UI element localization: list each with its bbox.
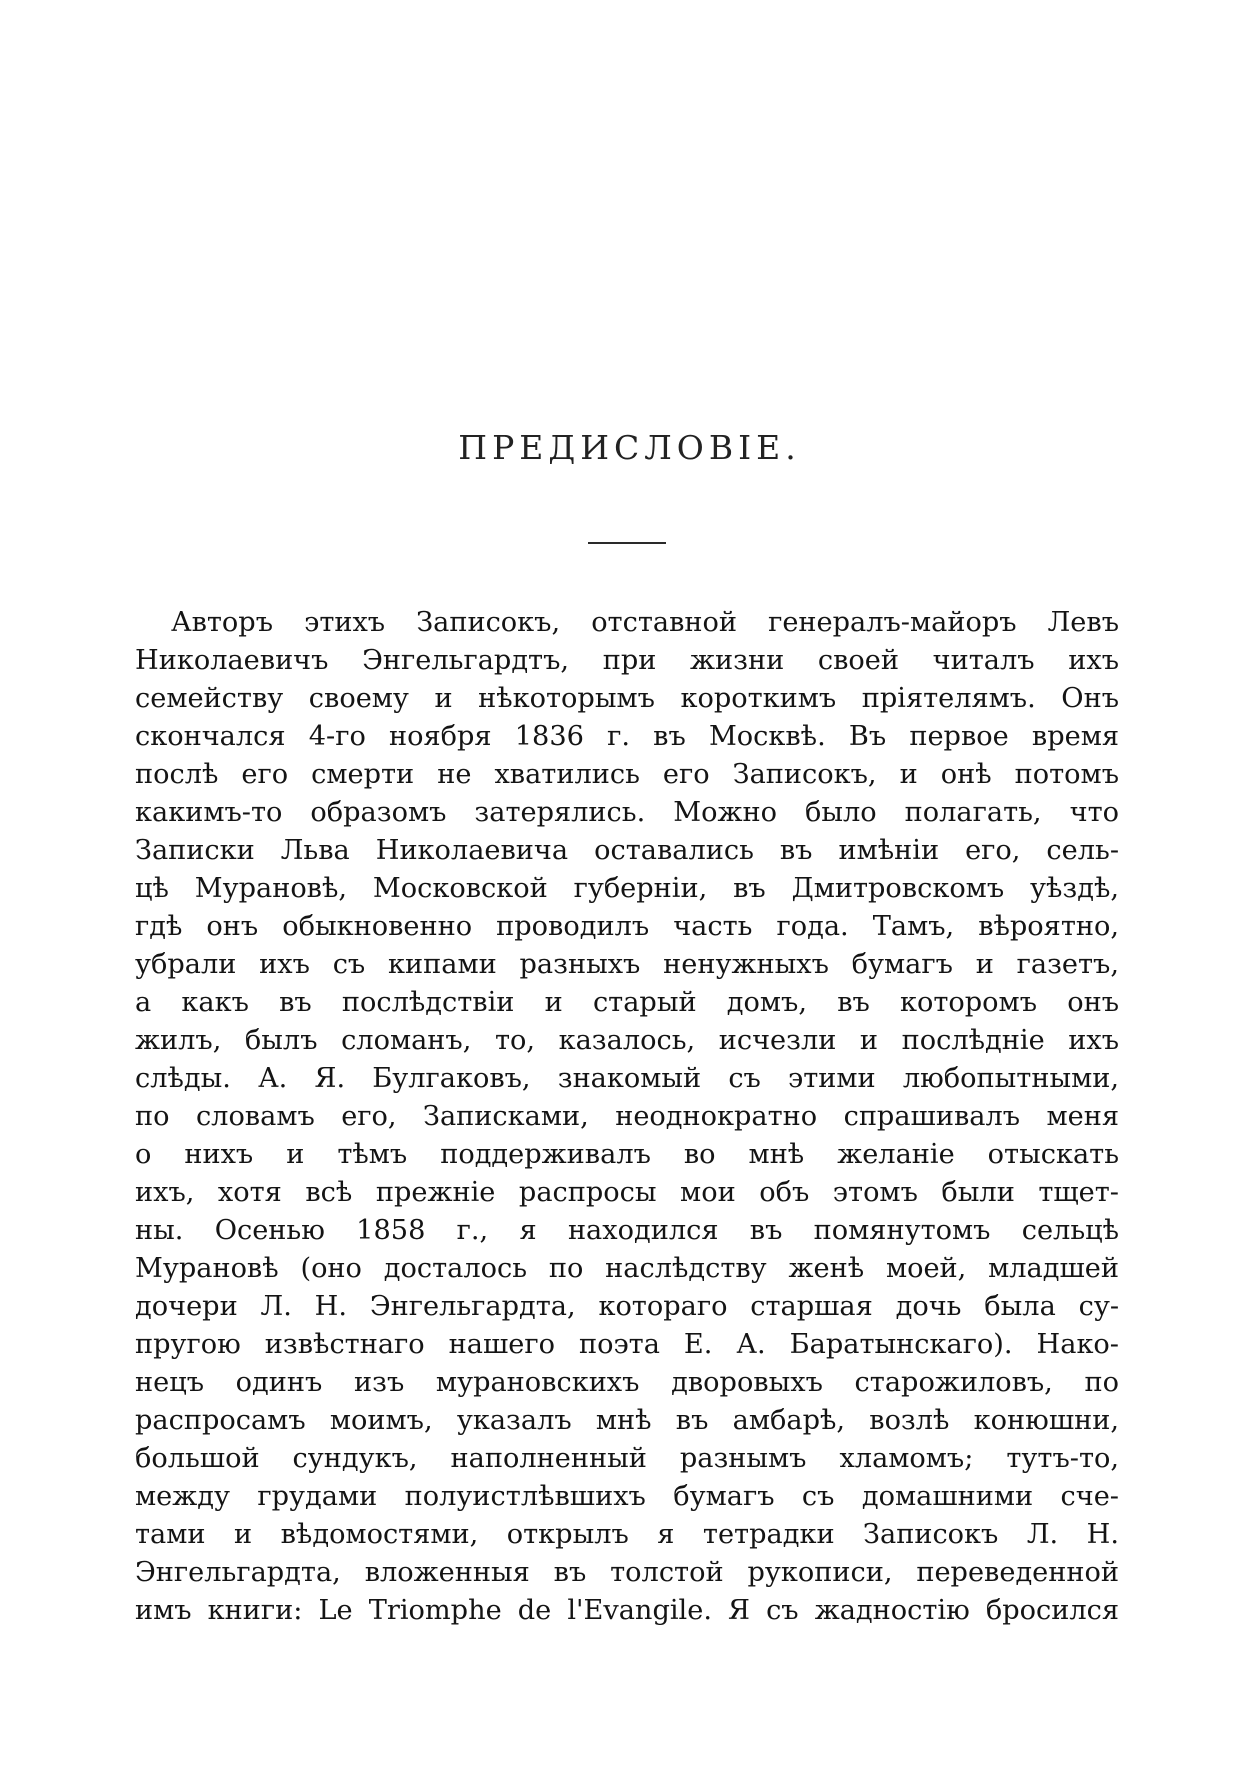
text-line: тами и вѣдомостями, открылъ я тетрадки Записокъ Л. Н. (135, 1519, 1119, 1550)
heading-divider (588, 542, 666, 544)
text-line: Николаевичъ Энгельгардтъ, при жизни своей читалъ ихъ (135, 645, 1119, 676)
text-line: ны. Осенью 1858 г., я находился въ помянутомъ сельцѣ (135, 1215, 1119, 1246)
text-line: о нихъ и тѣмъ поддерживалъ во мнѣ желаніе отыскать (135, 1139, 1119, 1170)
text-line: а какъ въ послѣдствіи и старый домъ, въ которомъ онъ (135, 987, 1119, 1018)
text-line: Авторъ этихъ Записокъ, отставной генералъ-майоръ Левъ (171, 607, 1119, 638)
text-line: большой сундукъ, наполненный разнымъ хламомъ; тутъ-то, (135, 1443, 1119, 1474)
text-line: какимъ-то образомъ затерялись. Можно было полагать, что (135, 797, 1119, 828)
text-line: Мурановѣ (оно досталось по наслѣдству женѣ моей, младшей (135, 1253, 1119, 1284)
text-line: послѣ его смерти не хватились его Записокъ, и онѣ потомъ (135, 759, 1119, 790)
text-line: скончался 4-го ноября 1836 г. въ Москвѣ. Въ первое время (135, 721, 1119, 752)
text-line: распросамъ моимъ, указалъ мнѣ въ амбарѣ, возлѣ конюшни, (135, 1405, 1119, 1436)
text-line: гдѣ онъ обыкновенно проводилъ часть года. Тамъ, вѣроятно, (135, 911, 1119, 942)
text-line: пругою извѣстнаго нашего поэта Е. А. Баратынскаго). Нако- (135, 1329, 1119, 1360)
text-line: жилъ, былъ сломанъ, то, казалось, исчезли и послѣдніе ихъ (135, 1025, 1119, 1056)
text-line: Энгельгардта, вложенныя въ толстой рукописи, переведенной (135, 1557, 1119, 1588)
text-line: между грудами полуистлѣвшихъ бумагъ съ домашними сче- (135, 1481, 1119, 1512)
text-line: слѣды. А. Я. Булгаковъ, знакомый съ этими любопытными, (135, 1063, 1119, 1094)
text-line: по словамъ его, Записками, неоднократно спрашивалъ меня (135, 1101, 1119, 1132)
preface-text (135, 604, 1119, 1630)
text-line: семейству своему и нѣкоторымъ короткимъ пріятелямъ. Онъ (135, 683, 1119, 714)
page-heading: ПРЕДИСЛОВІЕ. (458, 428, 801, 467)
text-line: цѣ Мурановѣ, Московской губерніи, въ Дмитровскомъ уѣздѣ, (135, 873, 1119, 904)
text-line: ихъ, хотя всѣ прежніе распросы мои объ этомъ были тщет- (135, 1177, 1119, 1208)
text-line: Записки Льва Николаевича оставались въ имѣніи его, сель- (135, 835, 1119, 866)
text-line: убрали ихъ съ кипами разныхъ ненужныхъ бумагъ и газетъ, (135, 949, 1119, 980)
text-line: нецъ одинъ изъ мурановскихъ дворовыхъ старожиловъ, по (135, 1367, 1119, 1398)
text-line: имъ книги: Le Triomphe de l'Evangile. Я съ жадностію бросился (135, 1595, 1119, 1626)
text-line: дочери Л. Н. Энгельгардта, котораго старшая дочь была су- (135, 1291, 1119, 1322)
